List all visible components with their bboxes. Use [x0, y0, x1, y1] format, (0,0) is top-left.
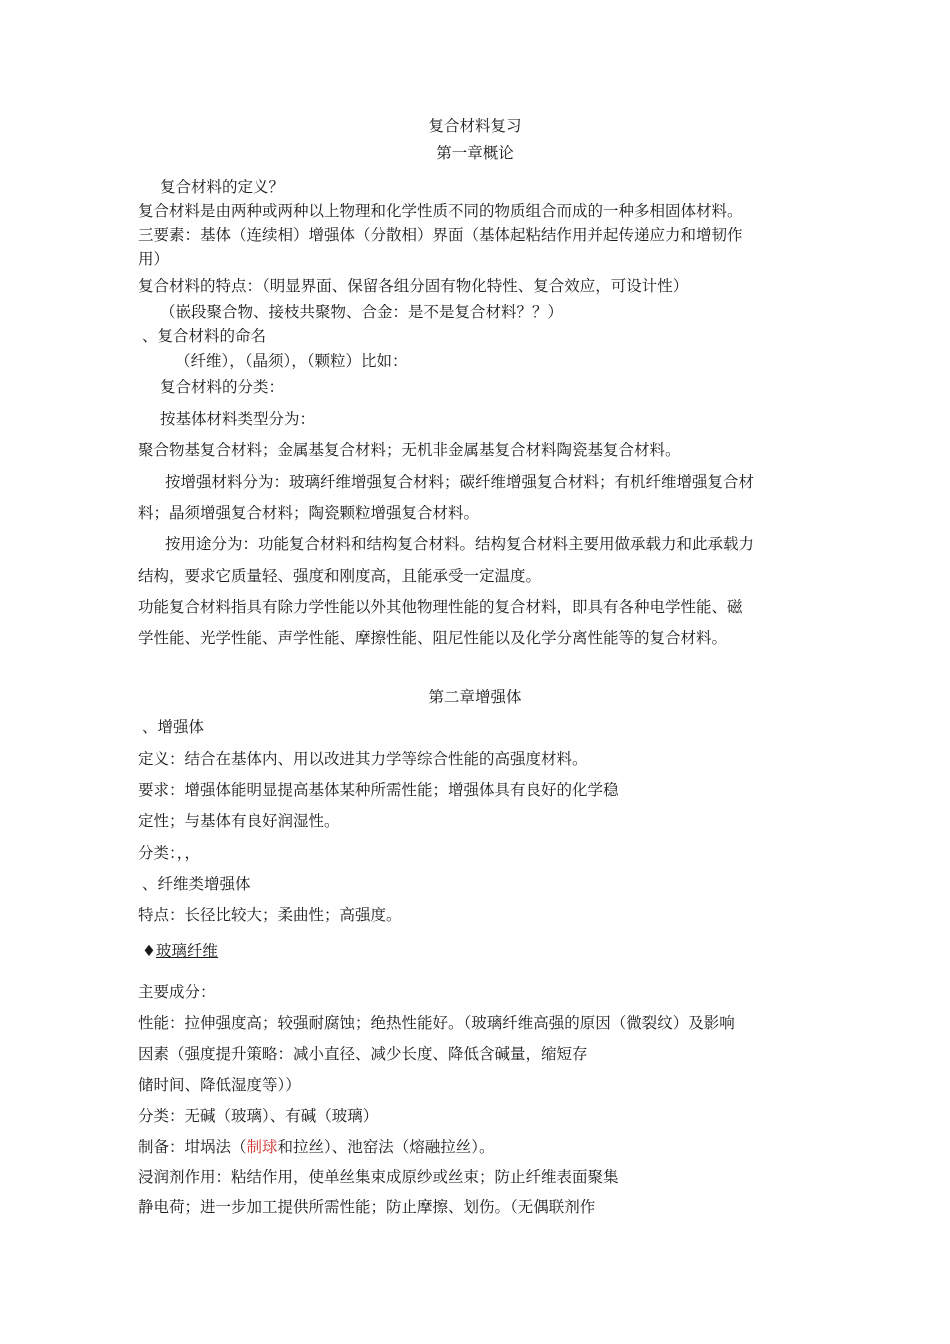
chapter1-heading: 第一章概论	[436, 144, 514, 162]
section-fiber: 、纤维类增强体	[142, 875, 251, 893]
matrix-types: 聚合物基复合材料；金属基复合材料；无机非金属基复合材料陶瓷基复合材料。	[138, 441, 681, 459]
functional-line1: 功能复合材料指具有除力学性能以外其他物理性能的复合材料，即具有各种电学性能、磁	[138, 598, 743, 616]
classification-heading: 复合材料的分类：	[160, 378, 285, 396]
preparation-text-b: 和拉丝）、池窑法（熔融拉丝）。	[277, 1138, 495, 1156]
requirement-line2: 定性；与基体有良好润湿性。	[138, 812, 340, 830]
question-text: （嵌段聚合物、接枝共聚物、合金：是不是复合材料？？）	[160, 303, 564, 321]
properties-line2: 因素（强度提升策略：减小直径、减少长度、降低含碱量，缩短存	[138, 1045, 588, 1063]
by-matrix-heading: 按基体材料类型分为：	[160, 410, 316, 428]
glass-types: 分类：无碱（玻璃）、有碱（玻璃）	[138, 1107, 379, 1125]
glass-fiber-heading	[142, 941, 218, 961]
three-elements-line2: 用）	[138, 250, 170, 268]
definition-text: 复合材料是由两种或两种以上物理和化学性质不同的物质组合而成的一种多相固体材料。	[138, 202, 743, 220]
chapter2-heading: 第二章增强体	[428, 688, 522, 706]
sizing-line1: 浸润剂作用：粘结作用，使单丝集束成原纱或丝束；防止纤维表面聚集	[138, 1168, 619, 1186]
diamond-bullet-icon: ♦	[142, 942, 156, 960]
by-reinforcement-line1: 按增强材料分为：玻璃纤维增强复合材料；碳纤维增强复合材料；有机纤维增强复合材	[165, 473, 755, 491]
features-text: 复合材料的特点：（明显界面、保留各组分固有物化特性、复合效应，可设计性）	[138, 277, 689, 295]
section-reinforcement: 、增强体	[142, 718, 205, 736]
glass-fiber-title: 玻璃纤维	[155, 942, 218, 960]
sizing-line2: 静电荷；进一步加工提供所需性能；防止摩擦、划伤。（无偶联剂作	[138, 1198, 596, 1216]
definition-question: 复合材料的定义？	[160, 178, 285, 196]
properties-line1: 性能：拉伸强度高；较强耐腐蚀；绝热性能好。（玻璃纤维高强的原因（微裂纹）及影响	[138, 1014, 735, 1032]
document-title: 复合材料复习	[428, 117, 522, 135]
preparation-line	[138, 1137, 495, 1157]
properties-line3: 储时间、降低湿度等））	[138, 1076, 301, 1094]
preparation-text-a: 制备：坩埚法（	[138, 1138, 247, 1156]
reinforcement-definition: 定义：结合在基体内、用以改进其力学等综合性能的高强度材料。	[138, 750, 588, 768]
three-elements-line1: 三要素：基体（连续相）增强体（分散相）界面（基体起粘结作用并起传递应力和增韧作	[138, 226, 743, 244]
by-reinforcement-line2: 料；晶须增强复合材料；陶瓷颗粒增强复合材料。	[138, 504, 480, 522]
by-use-line1: 按用途分为：功能复合材料和结构复合材料。结构复合材料主要用做承载力和此承载力	[165, 535, 755, 553]
functional-line2: 学性能、光学性能、声学性能、摩擦性能、阻尼性能以及化学分离性能等的复合材料。	[138, 629, 728, 647]
reinforcement-classification: 分类：，，	[138, 844, 201, 862]
preparation-highlight: 制球	[246, 1138, 278, 1156]
fiber-features: 特点：长径比较大；柔曲性；高强度。	[138, 906, 402, 924]
naming-example: （纤维），（晶须），（颗粒）比如：	[175, 352, 408, 370]
main-components: 主要成分：	[138, 983, 216, 1001]
by-use-line2: 结构，要求它质量轻、强度和刚度高，且能承受一定温度。	[138, 567, 542, 585]
requirement-line1: 要求：增强体能明显提高基体某种所需性能；增强体具有良好的化学稳	[138, 781, 619, 799]
naming-heading: 、复合材料的命名	[142, 327, 267, 345]
